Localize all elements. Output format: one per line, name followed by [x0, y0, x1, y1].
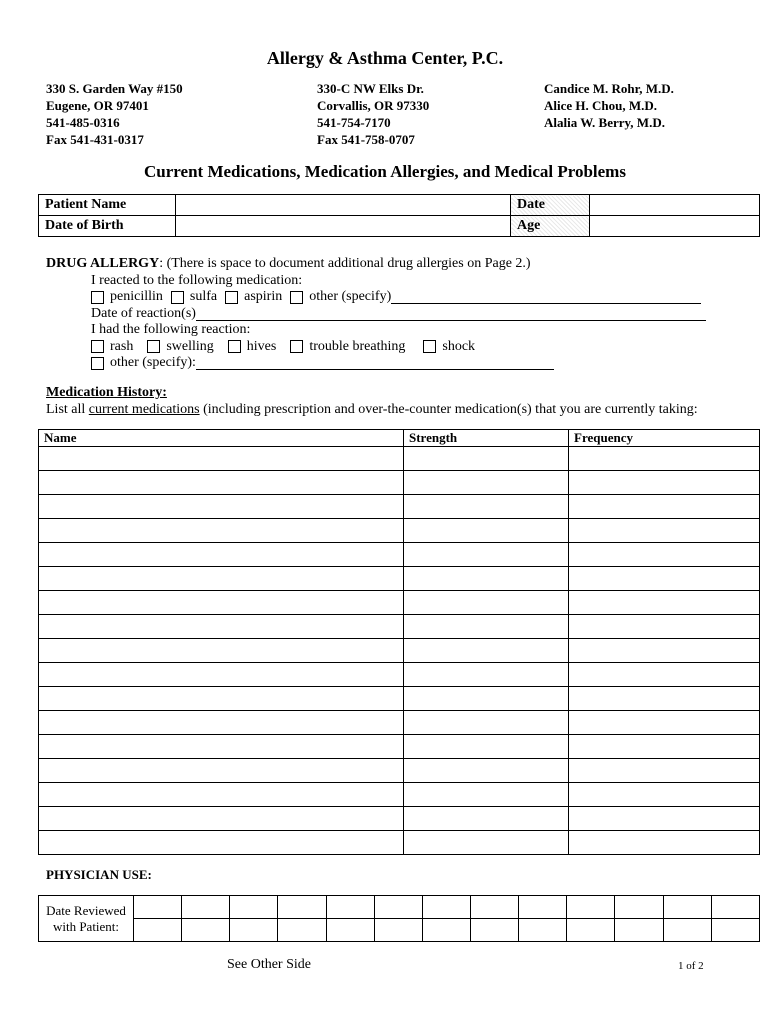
medication-row	[39, 471, 760, 495]
date-label: Date	[511, 195, 590, 216]
review-date-cell[interactable]	[278, 896, 326, 919]
med-strength-cell[interactable]	[404, 663, 569, 687]
med-frequency-cell[interactable]	[569, 567, 760, 591]
patient-info-table	[38, 194, 760, 237]
medication-row	[39, 495, 760, 519]
med-strength-cell[interactable]	[404, 543, 569, 567]
date-field[interactable]	[590, 195, 760, 216]
medication-row	[39, 831, 760, 855]
review-date-cell[interactable]	[182, 919, 230, 942]
review-date-cell[interactable]	[519, 896, 567, 919]
medication-row	[39, 807, 760, 831]
instr-prefix: List all	[46, 402, 89, 417]
review-date-cell[interactable]	[711, 896, 759, 919]
instr-suffix: (including prescription and over-the-counter medication(s) that you are currently taking:	[199, 402, 698, 417]
med-frequency-cell[interactable]	[569, 543, 760, 567]
dob-label: Date of Birth	[39, 216, 176, 237]
med-strength-cell[interactable]	[404, 711, 569, 735]
med-name-cell[interactable]	[39, 519, 404, 543]
med-name-cell[interactable]	[39, 567, 404, 591]
med-frequency-cell[interactable]	[569, 591, 760, 615]
review-date-cell[interactable]	[615, 919, 663, 942]
medication-row	[39, 447, 760, 471]
physician-name: Candice M. Rohr, M.D.	[544, 81, 674, 96]
physician-name: Alalia W. Berry, M.D.	[544, 115, 665, 130]
medication-row	[39, 687, 760, 711]
reaction-date-field[interactable]	[196, 307, 706, 321]
review-date-cell[interactable]	[278, 919, 326, 942]
address-eugene	[46, 80, 183, 148]
med-frequency-cell[interactable]	[569, 831, 760, 855]
med-frequency-cell[interactable]	[569, 639, 760, 663]
med-strength-cell[interactable]	[404, 639, 569, 663]
instr-underlined: current medications	[88, 402, 200, 417]
med-name-cell[interactable]	[39, 615, 404, 639]
medication-row	[39, 711, 760, 735]
date-reviewed-label	[39, 896, 134, 942]
other-medication-field[interactable]	[391, 290, 701, 304]
med-name-cell[interactable]	[39, 447, 404, 471]
col-name: Name	[39, 430, 404, 447]
med-strength-cell[interactable]	[404, 807, 569, 831]
review-date-cell[interactable]	[711, 919, 759, 942]
page-number: 1 of 2	[678, 960, 704, 972]
review-date-cell[interactable]	[374, 896, 422, 919]
reaction-label: I had the following reaction:	[91, 322, 251, 337]
med-name-cell[interactable]	[39, 471, 404, 495]
med-frequency-cell[interactable]	[569, 447, 760, 471]
rash-label: rash	[110, 338, 134, 354]
med-strength-cell[interactable]	[404, 759, 569, 783]
col-strength: Strength	[404, 430, 569, 447]
med-frequency-cell[interactable]	[569, 759, 760, 783]
review-date-cell[interactable]	[134, 919, 182, 942]
review-table	[38, 895, 760, 942]
address-line: Eugene, OR 97401	[46, 98, 149, 113]
med-name-cell[interactable]	[39, 735, 404, 759]
other-reaction-field[interactable]	[196, 356, 554, 370]
med-strength-cell[interactable]	[404, 783, 569, 807]
med-name-cell[interactable]	[39, 663, 404, 687]
med-strength-cell[interactable]	[404, 615, 569, 639]
col-frequency: Frequency	[569, 430, 760, 447]
hives-checkbox[interactable]	[228, 340, 241, 353]
physician-use-heading: PHYSICIAN USE:	[46, 867, 152, 882]
med-name-cell[interactable]	[39, 759, 404, 783]
sulfa-checkbox[interactable]	[171, 291, 184, 304]
review-date-cell[interactable]	[230, 896, 278, 919]
other-medication-label: other (specify)	[309, 289, 392, 304]
phone: 541-754-7170	[317, 115, 391, 130]
medication-history-heading: Medication History:	[46, 385, 167, 400]
fax: Fax 541-431-0317	[46, 132, 144, 147]
med-strength-cell[interactable]	[404, 519, 569, 543]
medication-row	[39, 759, 760, 783]
review-date-cell[interactable]	[422, 896, 470, 919]
trouble-breathing-label: trouble breathing	[309, 338, 406, 354]
other-reaction-checkbox[interactable]	[91, 357, 104, 370]
med-frequency-cell[interactable]	[569, 807, 760, 831]
dob-field[interactable]	[176, 216, 511, 237]
medication-row	[39, 567, 760, 591]
reacted-label: I reacted to the following medication:	[91, 272, 303, 288]
see-other-side: See Other Side	[227, 957, 311, 972]
med-name-cell[interactable]	[39, 807, 404, 831]
med-name-cell[interactable]	[39, 711, 404, 735]
med-strength-cell[interactable]	[404, 591, 569, 615]
review-date-cell[interactable]	[326, 896, 374, 919]
address-corvallis	[317, 80, 429, 148]
page-title: Allergy & Asthma Center, P.C.	[266, 48, 504, 68]
medication-row	[39, 783, 760, 807]
age-field[interactable]	[590, 216, 760, 237]
med-frequency-cell[interactable]	[569, 687, 760, 711]
address-line: 330-C NW Elks Dr.	[317, 81, 424, 96]
medication-row	[39, 519, 760, 543]
med-name-cell[interactable]	[39, 687, 404, 711]
review-date-cell[interactable]	[326, 919, 374, 942]
med-strength-cell[interactable]	[404, 471, 569, 495]
fax: Fax 541-758-0707	[317, 132, 415, 147]
med-frequency-cell[interactable]	[569, 711, 760, 735]
sulfa-label: sulfa	[189, 289, 218, 304]
med-frequency-cell[interactable]	[569, 495, 760, 519]
age-label: Age	[511, 216, 590, 237]
medication-row	[39, 663, 760, 687]
review-date-cell[interactable]	[134, 896, 182, 919]
drug-allergy-heading: DRUG ALLERGY	[46, 256, 160, 271]
med-frequency-cell[interactable]	[569, 783, 760, 807]
swelling-checkbox[interactable]	[147, 340, 160, 353]
penicillin-checkbox[interactable]	[91, 291, 104, 304]
med-name-cell[interactable]	[39, 495, 404, 519]
review-date-cell[interactable]	[663, 896, 711, 919]
med-strength-cell[interactable]	[404, 447, 569, 471]
medication-table	[38, 429, 760, 855]
medication-row	[39, 543, 760, 567]
aspirin-checkbox[interactable]	[225, 291, 238, 304]
med-frequency-cell[interactable]	[569, 471, 760, 495]
physician-list	[544, 80, 674, 131]
aspirin-label: aspirin	[244, 289, 283, 304]
review-date-cell[interactable]	[374, 919, 422, 942]
other-medication-checkbox[interactable]	[290, 291, 303, 304]
med-name-cell[interactable]	[39, 831, 404, 855]
form-subtitle: Current Medications, Medication Allergies, and Medical Problems	[144, 162, 626, 181]
med-strength-cell[interactable]	[404, 495, 569, 519]
med-name-cell[interactable]	[39, 783, 404, 807]
review-date-cell[interactable]	[567, 919, 615, 942]
medication-row	[39, 591, 760, 615]
med-frequency-cell[interactable]	[569, 519, 760, 543]
review-line-1: Date Reviewed	[46, 902, 126, 918]
address-line: Corvallis, OR 97330	[317, 98, 430, 113]
hives-label: hives	[246, 338, 277, 354]
med-strength-cell[interactable]	[404, 735, 569, 759]
penicillin-label: penicillin	[110, 289, 163, 304]
review-date-cell[interactable]	[470, 919, 518, 942]
physician-name: Alice H. Chou, M.D.	[544, 98, 658, 113]
review-date-cell[interactable]	[230, 919, 278, 942]
review-date-cell[interactable]	[470, 896, 518, 919]
med-frequency-cell[interactable]	[569, 735, 760, 759]
med-strength-cell[interactable]	[404, 687, 569, 711]
reaction-date-label: Date of reaction(s)	[91, 305, 196, 321]
drug-allergy-note: : (There is space to document additional drug allergies on Page 2.)	[159, 256, 531, 271]
med-name-cell[interactable]	[39, 639, 404, 663]
medication-instructions	[46, 402, 698, 418]
review-date-cell[interactable]	[422, 919, 470, 942]
rash-checkbox[interactable]	[91, 340, 104, 353]
phone: 541-485-0316	[46, 115, 120, 130]
med-strength-cell[interactable]	[404, 567, 569, 591]
swelling-label: swelling	[166, 338, 214, 354]
patient-name-label: Patient Name	[39, 195, 176, 216]
shock-checkbox[interactable]	[423, 340, 436, 353]
medication-row	[39, 735, 760, 759]
med-strength-cell[interactable]	[404, 831, 569, 855]
med-frequency-cell[interactable]	[569, 663, 760, 687]
address-line: 330 S. Garden Way #150	[46, 81, 183, 96]
review-date-cell[interactable]	[663, 919, 711, 942]
review-date-cell[interactable]	[615, 896, 663, 919]
med-name-cell[interactable]	[39, 591, 404, 615]
trouble-breathing-checkbox[interactable]	[290, 340, 303, 353]
shock-label: shock	[442, 338, 476, 354]
med-frequency-cell[interactable]	[569, 615, 760, 639]
review-date-cell[interactable]	[567, 896, 615, 919]
review-line-2: with Patient:	[52, 918, 120, 934]
other-reaction-label: other (specify):	[110, 355, 196, 370]
patient-name-field[interactable]	[176, 195, 511, 216]
medication-row	[39, 615, 760, 639]
med-name-cell[interactable]	[39, 543, 404, 567]
medication-row	[39, 639, 760, 663]
review-date-cell[interactable]	[519, 919, 567, 942]
drug-allergy-section	[46, 256, 706, 372]
review-date-cell[interactable]	[182, 896, 230, 919]
